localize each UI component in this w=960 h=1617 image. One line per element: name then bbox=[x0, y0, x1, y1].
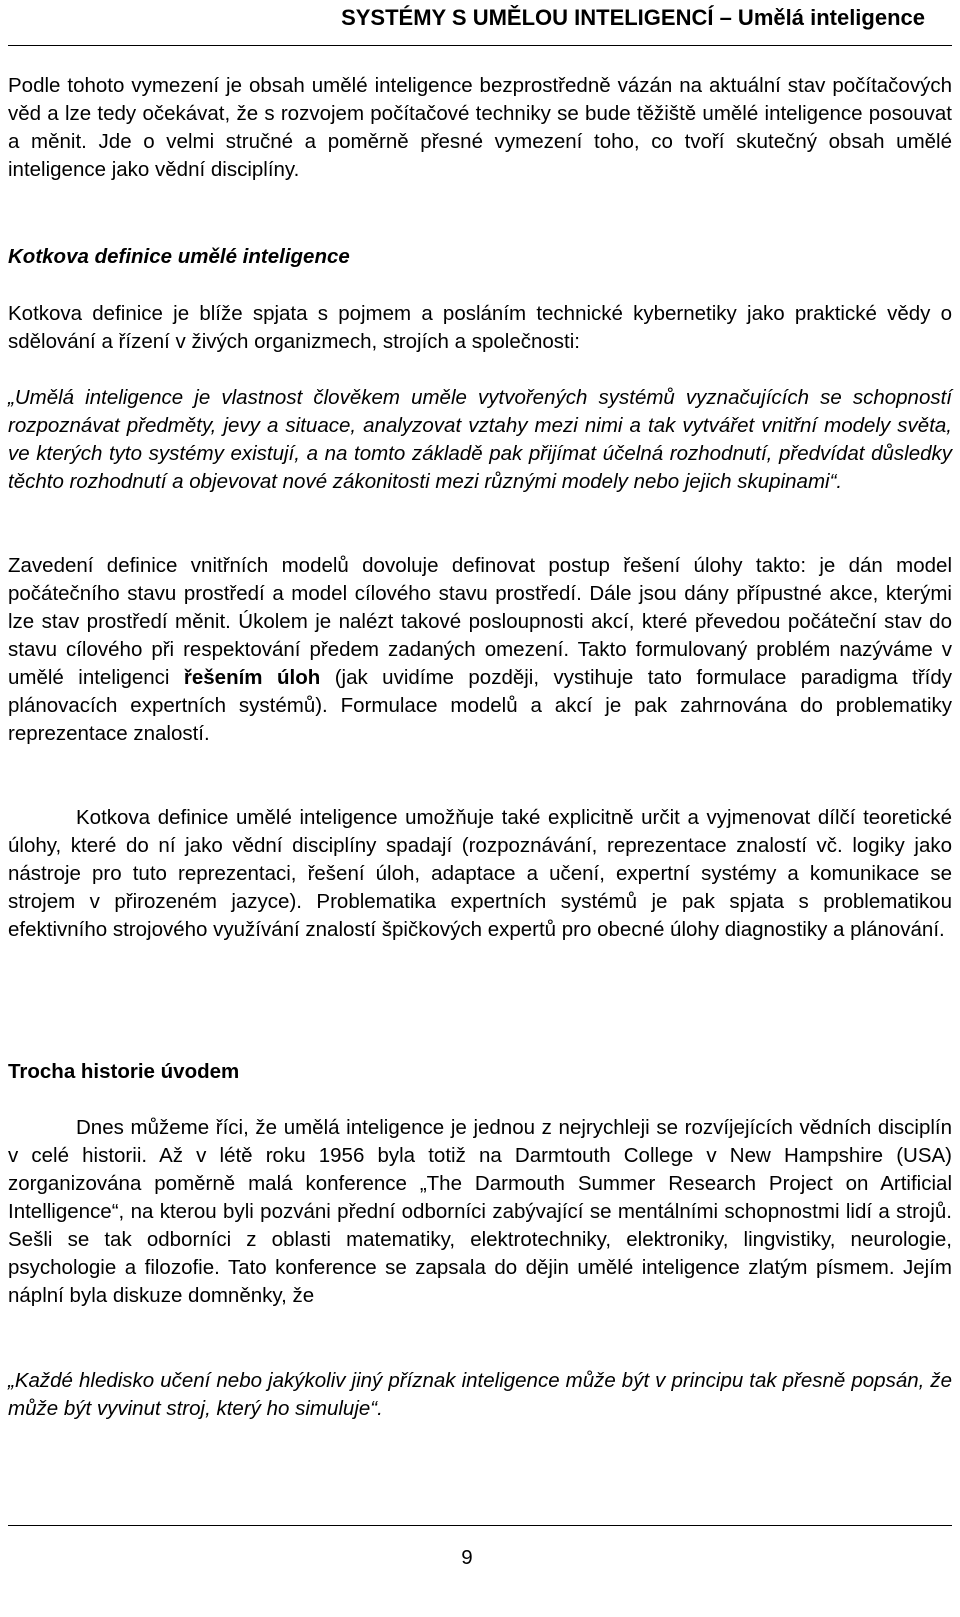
paragraph-internal-models bbox=[8, 552, 952, 748]
header-divider bbox=[8, 45, 952, 46]
running-header: SYSTÉMY S UMĚLOU INTELIGENCÍ – Umělá inteligence bbox=[341, 5, 925, 30]
footer-divider bbox=[8, 1525, 952, 1526]
paragraph-history: Dnes můžeme říci, že umělá inteligence je jednou z nejrychleji se rozvíjejících vědních disciplín v celé historii. Až v létě roku 1956 byla totiž na Darmtouth College v New Hampshire (USA) zorganizována poměrně malá konference „The Darmouth Summer Research Project on Artificial Intelligence“, na kterou byli pozváni přední odborníci zabývající se mentálními schopnostmi lidí a strojů. Sešli se tak odborníci z oblasti matematiky, elektrotechniky, elektroniky, lingvistiky, neurologie, psychologie a filozofie. Tato konference se zapsala do dějin umělé inteligence zlatým písmem. Jejím náplní byla diskuze domněnky, že bbox=[8, 1116, 952, 1307]
section-heading-history: Trocha historie úvodem bbox=[8, 1060, 240, 1083]
section-heading-kotek: Kotkova definice umělé inteligence bbox=[8, 245, 350, 268]
paragraph-internal-models-text-2: (jak uvidíme později, vystihuje tato formulace paradigma třídy plánovacích expertních systémů). Formulace modelů a akcí je pak zahrnována do problematiky reprezentace znalostí. bbox=[8, 666, 952, 745]
paragraph-intro: Podle tohoto vymezení je obsah umělé inteligence bezprostředně vázán na aktuální stav počítačových věd a lze tedy očekávat, že s rozvojem počítačové techniky se bude těžiště umělé inteligence posouvat a měnit. Jde o velmi stručné a poměrně přesné vymezení toho, co tvoří skutečný obsah umělé inteligence jako vědní disciplíny. bbox=[8, 74, 952, 181]
paragraph-kotek-definition: Kotkova definice je blíže spjata s pojmem a posláním technické kybernetiky jako praktické vědy o sdělování a řízení v živých organizmech, strojích a společnosti: bbox=[8, 302, 952, 353]
paragraph-subtasks: Kotkova definice umělé inteligence umožňuje také explicitně určit a vyjmenovat dílčí teoretické úlohy, které do ní jako vědní disciplíny spadají (rozpoznávání, reprezentace znalostí vč. logiky jako nástroje pro tuto reprezentaci, řešení úloh, adaptace a učení, expertní systémy a komunikace se strojem v přirozeném jazyce). Problematika expertních systémů je pak spjata s problematikou efektivního strojového využívání znalostí špičkových expertů pro obecné úlohy diagnostiky a plánování. bbox=[8, 806, 952, 941]
quote-kotek: „Umělá inteligence je vlastnost člověkem uměle vytvořených systémů vyznačujících se schopností rozpoznávat předměty, jevy a situace, analyzovat vztahy mezi nimi a tak vytvářet vnitřní modely světa, ve kterých tyto systémy existují, a na tomto základě pak přijímat účelná rozhodnutí, předvídat důsledky těchto rozhodnutí a objevovat nové zákonitosti mezi různými modely nebo jejich skupinami“. bbox=[8, 386, 952, 493]
paragraph-internal-models-text-1: Zavedení definice vnitřních modelů dovoluje definovat postup řešení úlohy takto: je dán model počátečního stavu prostředí a model cílového stavu prostředí. Dále jsou dány přípustné akce, kterými lze stav prostředí měnit. Úkolem je nalézt takové posloupnosti akcí, které převedou počáteční stav do stavu cílového při respektování předem zadaných omezení. Takto formulovaný problém nazýváme v umělé inteligenci bbox=[8, 554, 952, 689]
term-problem-solving: řešením úloh bbox=[183, 666, 321, 689]
page-number: 9 bbox=[461, 1546, 473, 1569]
quote-darmouth: „Každé hledisko učení nebo jakýkoliv jiný příznak inteligence může být v principu tak přesně popsán, že může být vyvinut stroj, který ho simuluje“. bbox=[8, 1369, 952, 1420]
